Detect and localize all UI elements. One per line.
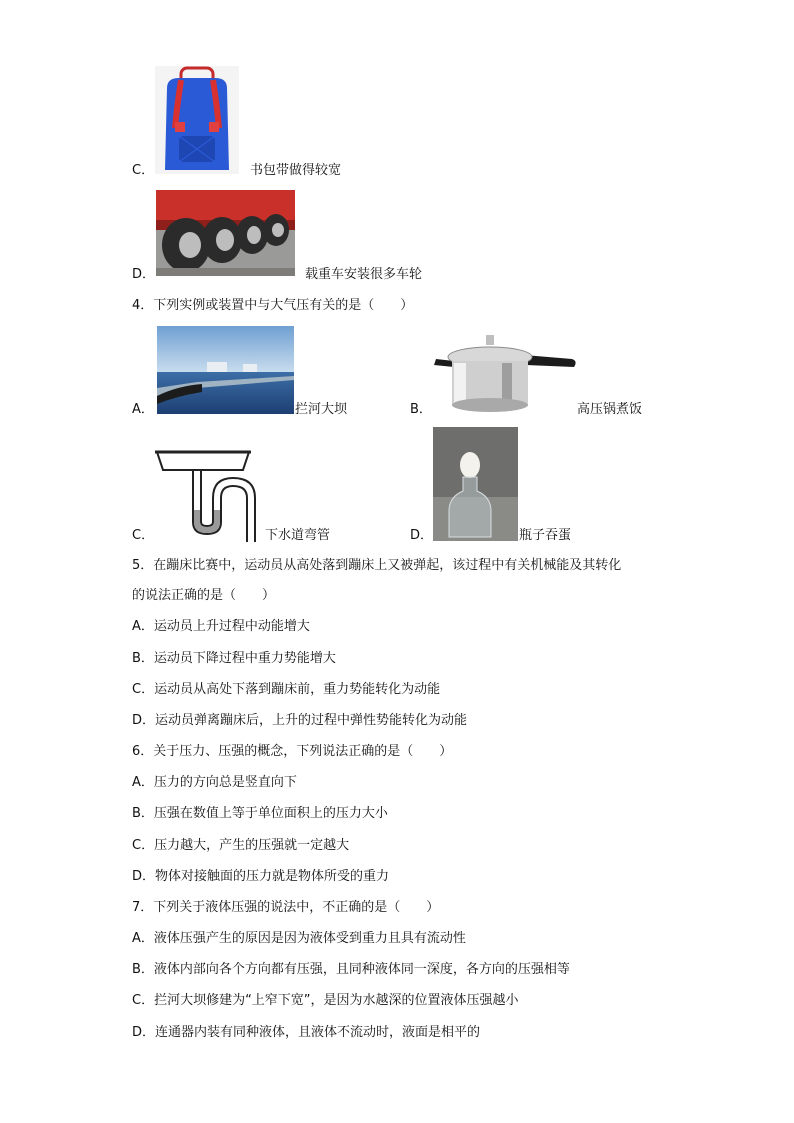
q4-stem: 4．下列实例或装置中与大气压有关的是（ ） — [132, 298, 414, 313]
q6-option-d: D．物体对接触面的压力就是物体所受的重力 — [132, 869, 390, 884]
q5-option-c: C．运动员从高处下落到蹦床前，重力势能转化为动能 — [132, 682, 441, 697]
q5-option-b: B．运动员下降过程中重力势能增大 — [132, 651, 336, 666]
q5-stem-line1: 5．在蹦床比赛中，运动员从高处落到蹦床上又被弹起，该过程中有关机械能及其转化 — [132, 558, 622, 573]
river-dam-image — [157, 326, 294, 414]
q3-option-c-letter: C． — [132, 163, 155, 178]
bottle-egg-image — [433, 427, 518, 541]
q4-option-d-text: 瓶子吞蛋 — [519, 528, 572, 543]
q3-option-d-text: 载重车安装很多车轮 — [305, 267, 423, 282]
q6-stem: 6．关于压力、压强的概念，下列说法正确的是（ ） — [132, 744, 453, 759]
q6-option-c: C．压力越大，产生的压强就一定越大 — [132, 838, 350, 853]
drain-trap-image — [155, 446, 270, 542]
q3-option-c-text: 书包带做得较宽 — [250, 163, 342, 178]
q7-option-d: D．连通器内装有同种液体，且液体不流动时，液面是相平的 — [132, 1025, 481, 1040]
q6-option-b: B．压强在数值上等于单位面积上的压力大小 — [132, 806, 388, 821]
q4-option-a-letter: A． — [132, 402, 154, 417]
q4-option-d-letter: D． — [410, 528, 434, 543]
q5-option-a: A．运动员上升过程中动能增大 — [132, 619, 310, 634]
q4-option-b-text: 高压锅煮饭 — [577, 402, 643, 417]
q5-option-d: D．运动员弹离蹦床后，上升的过程中弹性势能转化为动能 — [132, 713, 468, 728]
q4-option-b-letter: B． — [410, 402, 432, 417]
pressure-cooker-image — [432, 333, 578, 414]
q7-option-c: C．拦河大坝修建为“上窄下宽”，是因为水越深的位置液体压强越小 — [132, 993, 519, 1008]
truck-wheels-image — [156, 190, 295, 276]
q6-option-a: A．压力的方向总是竖直向下 — [132, 775, 297, 790]
q7-option-a: A．液体压强产生的原因是因为液体受到重力且具有流动性 — [132, 931, 466, 946]
q4-option-a-text: 拦河大坝 — [295, 402, 348, 417]
q4-option-c-text: 下水道弯管 — [265, 528, 331, 543]
q7-option-b: B．液体内部向各个方向都有压强，且同种液体同一深度，各方向的压强相等 — [132, 962, 570, 977]
q3-option-d-letter: D． — [132, 267, 156, 282]
q7-stem: 7．下列关于液体压强的说法中，不正确的是（ ） — [132, 900, 440, 915]
backpack-image — [155, 66, 239, 174]
q5-stem-line2: 的说法正确的是（ ） — [132, 588, 276, 603]
q4-option-c-letter: C． — [132, 528, 155, 543]
